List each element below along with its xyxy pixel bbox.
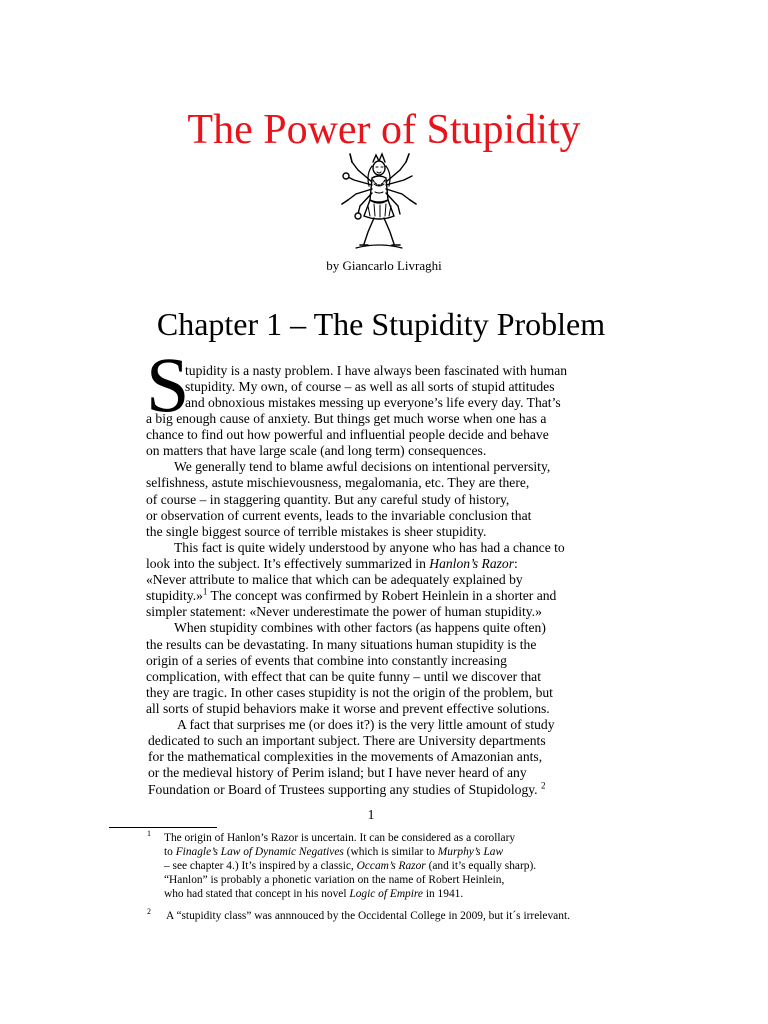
body-line: stupidity. My own, of course – as well as all sorts of stupid attitudes bbox=[185, 379, 555, 394]
footnote-separator bbox=[109, 827, 217, 828]
body-line: chance to find out how powerful and influential people decide and behave bbox=[146, 427, 549, 442]
deity-illustration bbox=[338, 152, 420, 252]
footnote-text: (and it’s equally sharp). bbox=[425, 860, 537, 872]
footnote-text: (which is similar to bbox=[343, 846, 438, 858]
footnote-text: in 1941. bbox=[423, 888, 464, 900]
footnote-text: who had stated that concept in his novel bbox=[164, 888, 350, 900]
body-line: We generally tend to blame awful decisions on intentional perversity, bbox=[174, 459, 551, 474]
body-line: the results can be devastating. In many situations human stupidity is the bbox=[146, 637, 537, 652]
body-text: : bbox=[514, 556, 518, 571]
body-text: The concept was confirmed by Robert Heinlein in a shorter and bbox=[207, 588, 557, 603]
italic-term: Murphy’s Law bbox=[437, 846, 504, 858]
body-text: stupidity.» bbox=[146, 588, 203, 603]
body-line: A fact that surprises me (or does it?) is the very little amount of study bbox=[177, 717, 555, 732]
body-line bbox=[148, 782, 545, 798]
body-line: This fact is quite widely understood by anyone who has had a chance to bbox=[174, 540, 565, 555]
footnote-text: to bbox=[164, 846, 176, 858]
footnote-marker: 1 bbox=[147, 829, 151, 838]
drop-cap-letter: S bbox=[146, 341, 190, 428]
body-line: or the medieval history of Perim island; but I have never heard of any bbox=[148, 765, 527, 780]
body-line: a big enough cause of anxiety. But things get much worse when one has a bbox=[146, 411, 547, 426]
footnote-text: – see chapter 4.) It’s inspired by a classic, bbox=[164, 860, 357, 872]
body-line: When stupidity combines with other factors (as happens quite often) bbox=[174, 620, 546, 635]
body-line: they are tragic. In other cases stupidity is not the origin of the problem, but bbox=[146, 685, 553, 700]
italic-term: Logic of Empire bbox=[349, 888, 423, 900]
footnote-line: The origin of Hanlon’s Razor is uncertain. It can be considered as a corollary bbox=[164, 832, 516, 844]
footnote-line: A “stupidity class” was annnouced by the Occidental College in 2009, but it´s irrelevant. bbox=[166, 910, 570, 922]
body-line bbox=[146, 556, 518, 572]
body-line: selfishness, astute mischievousness, megalomania, etc. They are there, bbox=[146, 475, 530, 490]
footnote-line: “Hanlon” is probably a phonetic variation on the name of Robert Heinlein, bbox=[164, 874, 505, 886]
body-line: dedicated to such an important subject. There are University departments bbox=[148, 733, 546, 748]
book-title: The Power of Stupidity bbox=[187, 107, 581, 153]
body-line: and obnoxious mistakes messing up everyone’s life every day. That’s bbox=[185, 395, 561, 410]
body-line: on matters that have large scale (and long term) consequences. bbox=[146, 443, 487, 458]
body-line: origin of a series of events that combine into constantly increasing bbox=[146, 653, 507, 668]
body-text: Foundation or Board of Trustees supporting any studies of Stupidology. bbox=[148, 782, 538, 797]
footnote-marker: 2 bbox=[147, 907, 151, 916]
body-line: for the mathematical complexities in the movements of Amazonian ants, bbox=[148, 749, 543, 764]
footnote-line bbox=[164, 859, 536, 873]
footnote-line bbox=[164, 845, 503, 859]
body-line: complication, with effect that can be quite funny – until we discover that bbox=[146, 669, 541, 684]
body-line: of course – in staggering quantity. But any careful study of history, bbox=[146, 492, 510, 507]
italic-term: Finagle’s Law of Dynamic Negatives bbox=[175, 846, 344, 858]
italic-term: Hanlon’s Razor bbox=[429, 556, 514, 571]
body-line bbox=[146, 588, 556, 604]
body-line: tupidity is a nasty problem. I have always been fascinated with human bbox=[185, 363, 568, 378]
body-line: simpler statement: «Never underestimate the power of human stupidity.» bbox=[146, 604, 542, 619]
footnote-ref[interactable]: 1 bbox=[202, 586, 208, 597]
author-byline: by Giancarlo Livraghi bbox=[326, 258, 442, 273]
italic-term: Occam’s Razor bbox=[356, 860, 426, 872]
body-text: look into the subject. It’s effectively summarized in bbox=[146, 556, 430, 571]
chapter-heading: Chapter 1 – The Stupidity Problem bbox=[156, 306, 606, 342]
page-number: 1 bbox=[367, 807, 375, 822]
footnote-ref[interactable]: 2 bbox=[540, 780, 546, 791]
footnote-line bbox=[164, 887, 463, 901]
body-line: «Never attribute to malice that which can be adequately explained by bbox=[146, 572, 523, 587]
body-line: all sorts of stupid behaviors make it worse and prevent effective solutions. bbox=[146, 701, 550, 716]
body-line: or observation of current events, leads to the invariable conclusion that bbox=[146, 508, 532, 523]
body-line: the single biggest source of terrible mistakes is sheer stupidity. bbox=[146, 524, 487, 539]
